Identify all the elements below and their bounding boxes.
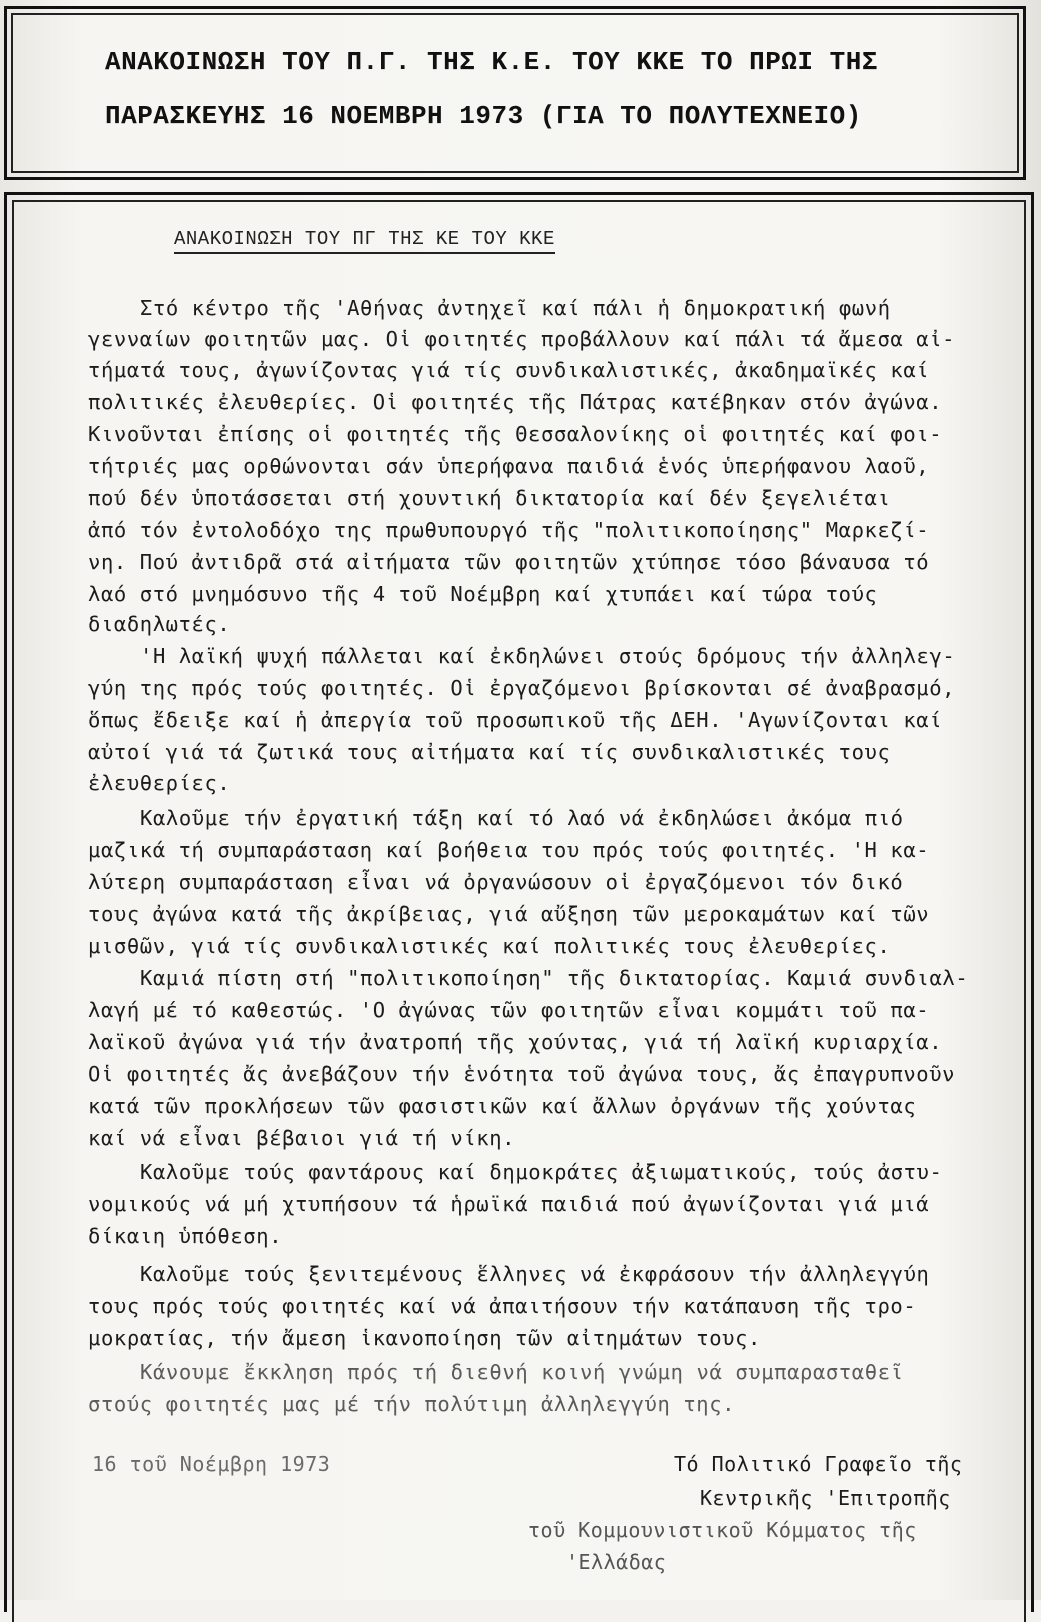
text-line: γενναίων φοιτητῶν μας. Οἱ φοιτητές προβάλλουν καί πάλι τά ἄμεσα αἰ-: [88, 327, 956, 351]
text-line: πού δέν ὑποτάσσεται στή χουντική δικτατορία καί δέν ξεγελιέται: [88, 486, 891, 510]
text-line: ὅπως ἔδειξε καί ἡ ἀπεργία τοῦ προσωπικοῦ τῆς ΔΕΗ. 'Αγωνίζονται καί: [88, 708, 943, 732]
text-line: 'Η λαϊκή ψυχή πάλλεται καί ἐκδηλώνει στούς δρόμους τήν ἀλληλεγ-: [140, 644, 956, 668]
text-line: μοκρατίας, τήν ἄμεση ἱκανοποίηση τῶν αἰτημάτων τους.: [88, 1326, 761, 1350]
signature-line: τοῦ Κομμουνιστικοῦ Κόμματος τῆς: [528, 1518, 917, 1542]
text-line: Οἱ φοιτητές ἄς ἀνεβάζουν τήν ἑνότητα τοῦ ἀγώνα τους, ἄς ἐπαγρυπνοῦν: [88, 1062, 956, 1086]
text-line: Καλοῦμε τήν ἐργατική τάξη καί τό λαό νά ἐκδηλώσει ἀκόμα πιό: [140, 806, 904, 830]
text-line: μαζικά τή συμπαράσταση καί βοήθεια του πρός τούς φοιτητές. 'Η κα-: [88, 838, 930, 862]
text-line: λύτερη συμπαράσταση εἶναι νά ὀργανώσουν οἱ ἐργαζόμενοι τόν δικό: [88, 870, 904, 894]
text-line: διαδηλωτές.: [88, 612, 231, 636]
text-line: νομικούς νά μή χτυπήσουν τά ἡρωϊκά παιδιά πού ἀγωνίζονται γιά μιά: [88, 1192, 930, 1216]
text-line: μισθῶν, γιά τίς συνδικαλιστικές καί πολιτικές τους ἐλευθερίες.: [88, 934, 891, 958]
text-line: αὐτοί γιά τά ζωτικά τους αἰτήματα καί τίς συνδικαλιστικές τους: [88, 740, 891, 764]
text-line: τους πρός τούς φοιτητές καί νά ἀπαιτήσουν τήν κατάπαυση τῆς τρο-: [88, 1294, 917, 1318]
text-line: λαό στό μνημόσυνο τῆς 4 τοῦ Νοέμβρη καί χτυπάει καί τώρα τούς: [88, 582, 878, 606]
document-date: 16 τοῦ Νοέμβρη 1973: [92, 1452, 331, 1476]
text-line: δίκαιη ὑπόθεση.: [88, 1224, 283, 1248]
text-line: Καμιά πίστη στή "πολιτικοποίηση" τῆς δικτατορίας. Καμιά συνδιαλ-: [140, 966, 969, 990]
signature-line: Τό Πολιτικό Γραφεῖο τῆς: [674, 1452, 963, 1476]
text-line: τήτριές μας ορθώνονται σάν ὑπερήφανα παιδιά ἑνός ὑπερήφανου λαοῦ,: [88, 454, 930, 478]
text-line: γύη της πρός τούς φοιτητές. Οἱ ἐργαζόμενοι βρίσκονται σέ ἀναβρασμό,: [88, 676, 956, 700]
text-line: Καλοῦμε τούς φαντάρους καί δημοκράτες ἀξιωματικούς, τούς ἀστυ-: [140, 1160, 943, 1184]
text-line: τους ἀγώνα κατά τῆς ἀκρίβειας, γιά αὔξηση τῶν μεροκαμάτων καί τῶν: [88, 902, 930, 926]
text-line: στούς φοιτητές μας μέ τήν πολύτιμη ἀλληλεγγύη της.: [88, 1392, 736, 1416]
text-line: Στό κέντρο τῆς 'Αθήνας ἀντηχεῖ καί πάλι ἡ δημοκρατική φωνή: [140, 296, 891, 320]
title-line-1: ΑΝΑΚΟΙΝΩΣΗ ΤΟΥ Π.Γ. ΤΗΣ Κ.Ε. ΤΟΥ ΚΚΕ ΤΟ ΠΡΩΙ ΤΗΣ: [105, 47, 878, 77]
title-line-2: ΠΑΡΑΣΚΕΥΗΣ 16 ΝΟΕΜΒΡΗ 1973 (ΓΙΑ ΤΟ ΠΟΛΥΤΕΧΝΕΙΟ): [105, 101, 862, 131]
text-line: πολιτικές ἐλευθερίες. Οἱ φοιτητές τῆς Πάτρας κατέβηκαν στόν ἀγώνα.: [88, 390, 943, 414]
text-line: λαγή μέ τό καθεστώς. 'Ο ἀγώνας τῶν φοιτητῶν εἶναι κομμάτι τοῦ πα-: [88, 998, 930, 1022]
text-line: Κινοῦνται ἐπίσης οἱ φοιτητές τῆς Θεσσαλονίκης οἱ φοιτητές καί φοι-: [88, 422, 943, 446]
signature-line: Κεντρικῆς 'Επιτροπῆς: [700, 1486, 951, 1510]
text-line: ἀπό τόν ἐντολοδόχο της πρωθυπουργό τῆς "πολιτικοποίησης" Μαρκεζί-: [88, 518, 930, 542]
text-line: ἐλευθερίες.: [88, 771, 231, 795]
announcement-heading: ΑΝΑΚΟΙΝΩΣΗ ΤΟΥ ΠΓ ΤΗΣ ΚΕ ΤΟΥ ΚΚΕ: [174, 228, 555, 254]
text-line: καί νά εἶναι βέβαιοι γιά τή νίκη.: [88, 1126, 516, 1150]
text-line: λαϊκοῦ ἀγώνα γιά τήν ἀνατροπή τῆς χούντας, γιά τή λαϊκή κυριαρχία.: [88, 1030, 943, 1054]
text-line: Καλοῦμε τούς ξενιτεμένους ἕλληνες νά ἐκφράσουν τήν ἀλληλεγγύη: [140, 1262, 930, 1286]
text-line: τήματά τους, ἀγωνίζοντας γιά τίς συνδικαλιστικές, ἀκαδημαϊκές καί: [88, 358, 930, 382]
text-line: νη. Πού ἀντιδρᾶ στά αἰτήματα τῶν φοιτητῶν χτύπησε τόσο βάναυσα τό: [88, 550, 930, 574]
title-box: [4, 6, 1026, 180]
text-line: κατά τῶν προκλήσεων τῶν φασιστικῶν καί ἄλλων ὀργάνων τῆς χούντας: [88, 1094, 917, 1118]
signature-line: 'Ελλάδας: [566, 1550, 667, 1574]
text-line: Κάνουμε ἔκκληση πρός τή διεθνή κοινή γνώμη νά συμπαρασταθεῖ: [140, 1360, 904, 1384]
